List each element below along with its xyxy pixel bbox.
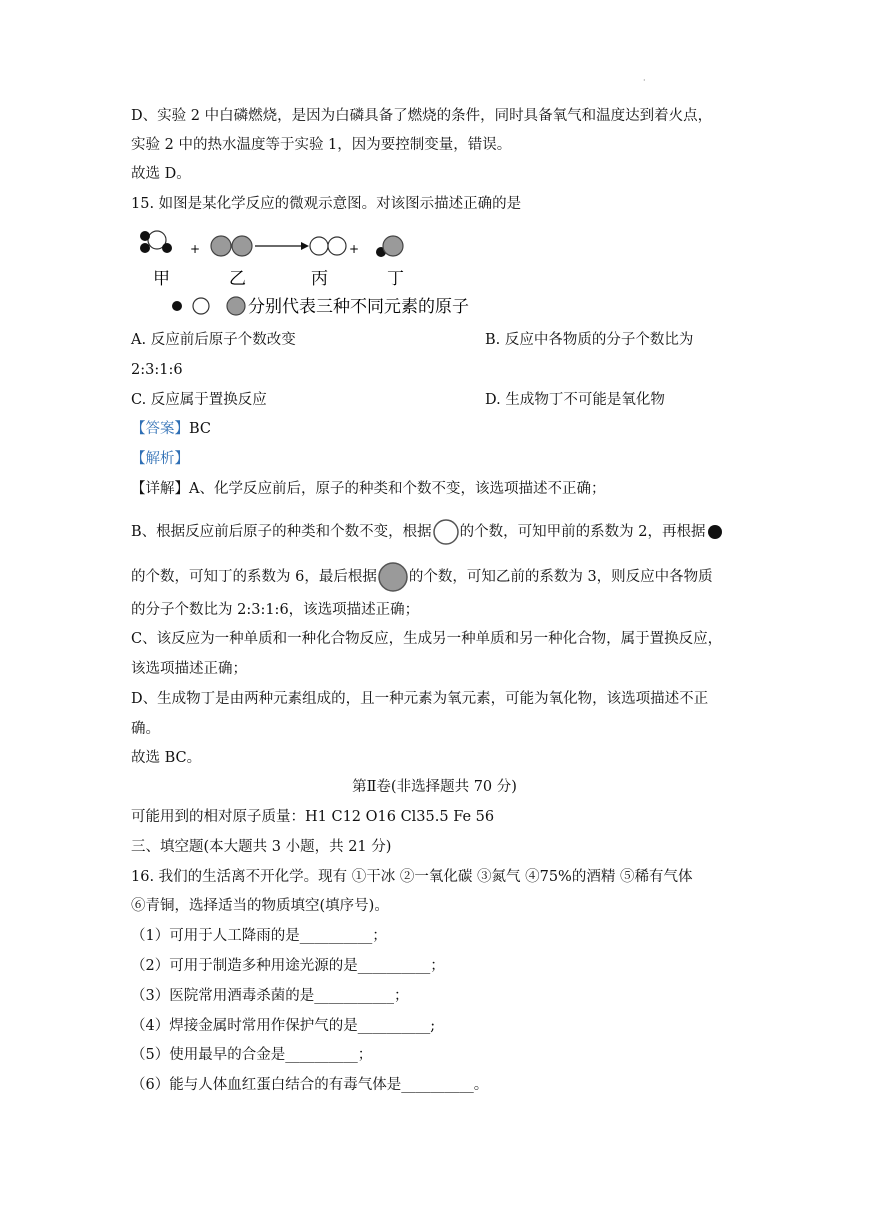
molecule-yi	[211, 236, 252, 256]
option-c: C. 反应属于置换反应	[131, 392, 267, 408]
question-15: 15. 如图是某化学反应的微观示意图。对该图示描述正确的是	[131, 196, 522, 212]
detail-c-line2: 该选项描述正确；	[131, 661, 247, 677]
choose-bc: 故选 BC。	[131, 750, 202, 766]
sub-question-5: （5）使用最早的合金是__________；	[131, 1047, 373, 1063]
option-a: A. 反应前后原子个数改变	[131, 332, 296, 348]
sub-question-2: （2）可用于制造多种用途光源的是__________；	[131, 958, 445, 974]
molecule-ding	[376, 236, 403, 257]
black-atom	[140, 243, 150, 253]
gray-atom	[383, 236, 403, 256]
gray-atom	[232, 236, 252, 256]
atomic-mass-line: 可能用到的相对原子质量：H1 C12 O16 Cl35.5 Fe 56	[131, 809, 495, 825]
molecule-jia	[140, 231, 172, 253]
option-b-continued: 2:3:1:6	[131, 362, 183, 378]
sub-question-1: （1）可用于人工降雨的是__________；	[131, 928, 387, 944]
legend-white-atom	[193, 298, 209, 314]
sub-question-6: （6）能与人体血红蛋白结合的有毒气体是__________。	[131, 1077, 489, 1093]
plus-sign: +	[190, 242, 201, 256]
label-jia: 甲	[153, 269, 170, 289]
black-atom	[162, 243, 172, 253]
sub-question-3: （3）医院常用酒毒杀菌的是___________；	[131, 988, 409, 1004]
white-atom-icon	[432, 518, 460, 546]
plus-sign: +	[349, 242, 360, 256]
molecule-bing	[310, 237, 346, 255]
text-part: 的个数，可知丁的系数为 6，最后根据	[131, 569, 377, 585]
legend-gray-atom	[227, 297, 245, 315]
white-atom	[310, 237, 328, 255]
option-b: B. 反应中各物质的分子个数比为	[485, 332, 694, 348]
text-part: 的个数，可知甲前的系数为 2，再根据	[459, 524, 706, 540]
text-part: B、根据反应前后原子的种类和个数不变，根据	[131, 524, 432, 540]
black-atom-icon	[706, 523, 724, 541]
gray-atom-icon	[377, 561, 409, 593]
arrow-head	[301, 242, 309, 250]
sub-question-4: （4）焊接金属时常用作保护气的是__________;	[131, 1018, 436, 1034]
legend-text: 分别代表三种不同元素的原子	[248, 297, 469, 317]
text-line: 实验 2 中的热水温度等于实验 1，因为要控制变量，错误。	[131, 137, 512, 153]
part-three-heading: 三、填空题(本大题共 3 小题，共 21 分)	[131, 839, 392, 855]
detail-b-line3: 的分子个数比为 2:3:1:6，该选项描述正确；	[131, 602, 420, 618]
detail-b-line1	[131, 518, 724, 546]
analysis-tag: 【解析】	[131, 451, 189, 467]
label-bing: 丙	[311, 269, 328, 289]
black-atom	[140, 231, 150, 241]
text-line: D、实验 2 中白磷燃烧，是因为白磷具备了燃烧的条件，同时具备氧气和温度达到着火点，	[131, 108, 713, 124]
detail-d-line2: 确。	[131, 721, 160, 737]
detail-c-line1: C、该反应为一种单质和一种化合物反应，生成另一种单质和另一种化合物，属于置换反应，	[131, 631, 723, 647]
label-ding: 丁	[387, 269, 404, 289]
legend-black-atom	[172, 301, 182, 311]
text-part: 的个数，可知乙前的系数为 3，则反应中各物质	[408, 569, 713, 585]
option-d: D. 生成物丁不可能是氧化物	[485, 392, 665, 408]
detail-a: 【详解】A、化学反应前后，原子的种类和个数不变，该选项描述不正确；	[131, 481, 606, 497]
section-title: 第Ⅱ卷(非选择题共 70 分)	[352, 779, 517, 795]
question-16-line2: ⑥青铜，选择适当的物质填空(填序号)。	[131, 898, 389, 914]
white-atom	[328, 237, 346, 255]
answer-line	[131, 419, 211, 439]
question-16-line1: 16. 我们的生活离不开化学。现有 ①干冰 ②一氧化碳 ③氮气 ④75%的酒精 ⑤稀有气体	[131, 869, 693, 885]
page-mark: ·	[643, 76, 646, 85]
detail-b-line2	[131, 561, 713, 593]
reaction-diagram	[131, 224, 491, 320]
answer-value: BC	[189, 421, 212, 437]
text-line: 故选 D。	[131, 166, 191, 182]
answer-tag: 【答案】	[131, 421, 189, 437]
label-yi: 乙	[229, 269, 246, 289]
gray-atom	[211, 236, 231, 256]
detail-d-line1: D、生成物丁是由两种元素组成的，且一种元素为氧元素，可能为氧化物，该选项描述不正	[131, 691, 709, 707]
